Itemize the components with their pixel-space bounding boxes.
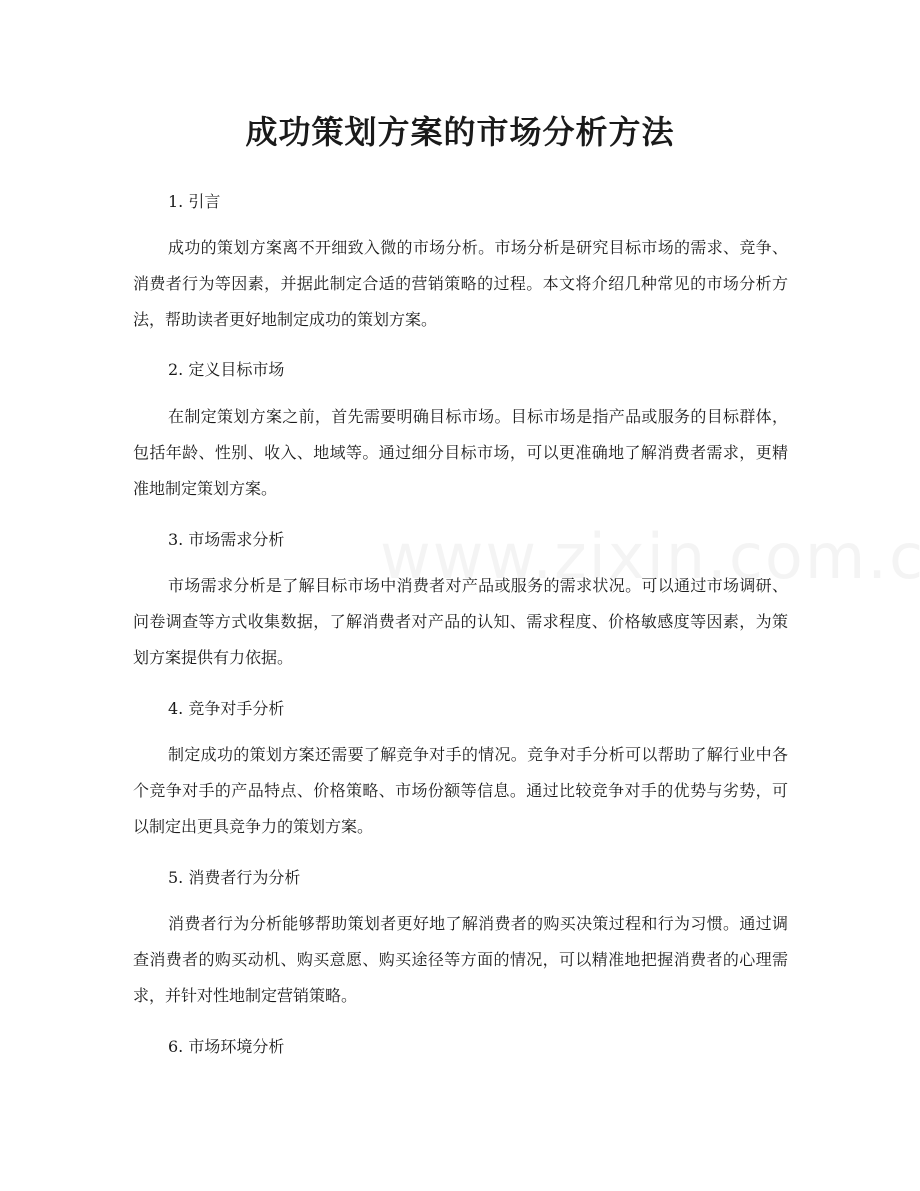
section-heading-6: 6. 市场环境分析 <box>168 1037 285 1056</box>
section-heading-3: 3. 市场需求分析 <box>168 530 285 549</box>
section-body-4: 制定成功的策划方案还需要了解竞争对手的情况。竞争对手分析可以帮助了解行业中各个竞争对手的产品特点、价格策略、市场份额等信息。通过比较竞争对手的优势与劣势，可以制定出更具竞争力的策划方案。 <box>133 745 788 836</box>
section-body-1: 成功的策划方案离不开细致入微的市场分析。市场分析是研究目标市场的需求、竞争、消费者行为等因素，并据此制定合适的营销策略的过程。本文将介绍几种常见的市场分析方法，帮助读者更好地制定成功的策划方案。 <box>133 238 788 329</box>
section-body-2: 在制定策划方案之前，首先需要明确目标市场。目标市场是指产品或服务的目标群体，包括年龄、性别、收入、地域等。通过细分目标市场，可以更准确地了解消费者需求，更精准地制定策划方案。 <box>133 407 788 498</box>
section-body-5: 消费者行为分析能够帮助策划者更好地了解消费者的购买决策过程和行为习惯。通过调查消费者的购买动机、购买意愿、购买途径等方面的情况，可以精准地把握消费者的心理需求，并针对性地制定营销策略。 <box>133 914 788 1005</box>
section-heading-1: 1. 引言 <box>168 192 221 211</box>
section-heading-5: 5. 消费者行为分析 <box>168 868 301 887</box>
page-title: 成功策划方案的市场分析方法 <box>245 113 675 151</box>
section-body-3: 市场需求分析是了解目标市场中消费者对产品或服务的需求状况。可以通过市场调研、问卷调查等方式收集数据，了解消费者对产品的认知、需求程度、价格敏感度等因素，为策划方案提供有力依据。 <box>133 576 788 667</box>
section-heading-2: 2. 定义目标市场 <box>168 360 285 379</box>
section-heading-4: 4. 竞争对手分析 <box>168 699 285 718</box>
